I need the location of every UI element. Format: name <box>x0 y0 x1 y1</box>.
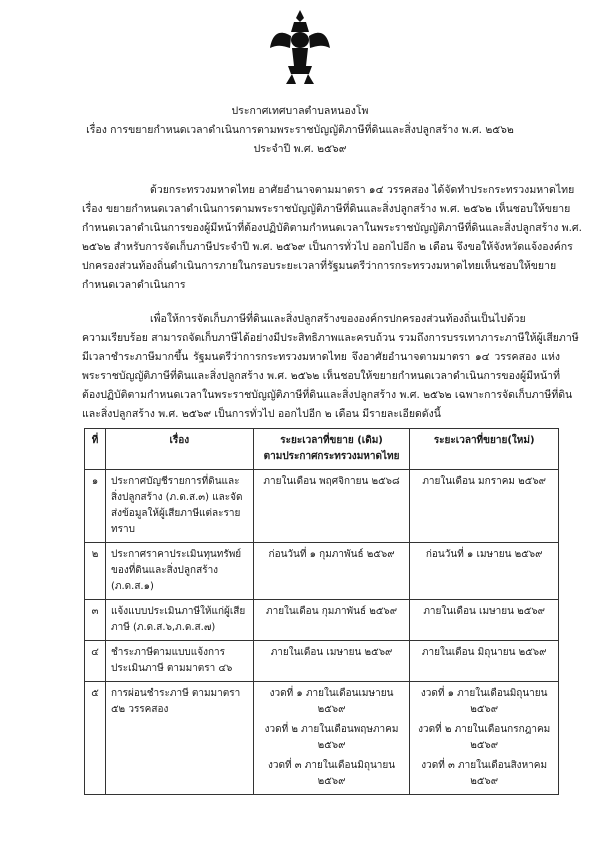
new-period-line: งวดที่ ๑ ภายในเดือนมิถุนายน ๒๕๖๙ <box>420 688 548 715</box>
paragraph-line: ความเรียบร้อย สามารถจัดเก็บภาษีได้อย่างมีประสิทธิภาพและครบถ้วน รวมถึงการบรรเทาภาระภาษีให้ผู้เสียภาษี <box>82 332 579 344</box>
header-new-period: ระยะเวลาที่ขยาย(ใหม่) <box>410 429 559 470</box>
old-period-line: ภายในเดือน พฤศจิกายน ๒๕๖๘ <box>263 476 400 487</box>
row-number: ๔ <box>85 641 106 682</box>
row-subject: แจ้งแบบประเมินภาษีให้แก่ผู้เสียภาษี (ภ.ด.ส.๖,ภ.ด.ส.๗) <box>105 600 253 641</box>
paragraph-line: ปกครองส่วนท้องถิ่นดำเนินการภายในกรอบระยะเวลาที่รัฐมนตรีว่าการกระทรวงมหาดไทยเห็นชอบให้ขยาย <box>82 260 557 272</box>
header-old-subtitle: ตามประกาศกระทรวงมหาดไทย <box>263 451 400 462</box>
table-row <box>85 600 559 641</box>
schedule-table <box>84 428 559 795</box>
row-subject: ประกาศราคาประเมินทุนทรัพย์ของที่ดินและสิ่งปลูกสร้าง (ภ.ด.ส.๑) <box>105 543 253 600</box>
row-old-period <box>253 600 410 641</box>
row-old-period <box>253 543 410 600</box>
paragraph-line: เรื่อง ขยายกำหนดเวลาดำเนินการตามพระราชบัญญัติภาษีที่ดินและสิ่งปลูกสร้าง พ.ศ. ๒๕๖๒ เห็นชอบให้ขยาย <box>82 203 571 215</box>
new-period-line: ก่อนวันที่ ๑ เมษายน ๒๕๖๙ <box>425 549 543 560</box>
table-row <box>85 641 559 682</box>
year-title: ประจำปี พ.ศ. ๒๕๖๙ <box>253 143 347 155</box>
old-period-line: ภายในเดือน เมษายน ๒๕๖๙ <box>270 647 393 658</box>
paragraph-line: กำหนดเวลาดำเนินการ <box>82 279 186 291</box>
row-subject: ประกาศบัญชีรายการที่ดินและสิ่งปลูกสร้าง (ภ.ด.ส.๓) และจัดส่งข้อมูลให้ผู้เสียภาษีแต่ละรายทราบ <box>105 470 253 543</box>
paragraph-line: ต้องปฏิบัติตามกำหนดเวลาในพระราชบัญญัติภาษีที่ดินและสิ่งปลูกสร้าง พ.ศ. ๒๕๖๒ เฉพาะการจัดเก็บภาษีที่ดิน <box>82 389 573 401</box>
old-period-line: งวดที่ ๓ ภายในเดือนมิถุนายน ๒๕๖๙ <box>267 760 396 787</box>
header-old-period <box>253 429 410 470</box>
row-new-period <box>410 600 559 641</box>
table-row <box>85 470 559 543</box>
issuer-title: ประกาศเทศบาลตำบลหนองโพ <box>231 105 369 117</box>
table-row <box>85 682 559 795</box>
row-number: ๓ <box>85 600 106 641</box>
paragraph-line: กำหนดเวลาดำเนินการของผู้มีหน้าที่ต้องปฏิบัติตามกำหนดเวลาในพระราชบัญญัติภาษีที่ดินและสิ่งปลูกสร้าง พ.ศ. <box>82 222 582 234</box>
new-period-line: งวดที่ ๒ ภายในเดือนกรกฎาคม ๒๕๖๙ <box>418 724 551 751</box>
new-period-line: ภายในเดือน เมษายน ๒๕๖๙ <box>423 606 545 617</box>
old-period-line: ก่อนวันที่ ๑ กุมภาพันธ์ ๒๕๖๙ <box>268 549 395 560</box>
header-old-title: ระยะเวลาที่ขยาย (เดิม) <box>280 435 383 446</box>
new-period-line: ภายในเดือน มิถุนายน ๒๕๖๙ <box>421 647 547 658</box>
paragraph-line: ๒๕๖๒ สำหรับการจัดเก็บภาษีประจำปี พ.ศ. ๒๕๖๙ เป็นการทั่วไป ออกไปอีก ๒ เดือน จึงขอให้จังหวัดแจ้งองค์กร <box>82 241 573 253</box>
old-period-line: งวดที่ ๒ ภายในเดือนพฤษภาคม ๒๕๖๙ <box>264 724 399 751</box>
paragraph-line: และสิ่งปลูกสร้าง พ.ศ. ๒๕๖๙ เป็นการทั่วไป ออกไปอีก ๒ เดือน มีรายละเอียดดังนี้ <box>82 408 441 420</box>
table-row <box>85 543 559 600</box>
old-period-line: ภายในเดือน กุมภาพันธ์ ๒๕๖๙ <box>265 606 398 617</box>
row-new-period <box>410 543 559 600</box>
garuda-emblem-icon <box>268 8 332 90</box>
paragraph-line: มีเวลาชำระภาษีมากขึ้น รัฐมนตรีว่าการกระทรวงมหาดไทย จึงอาศัยอำนาจตามมาตรา ๑๔ วรรคสอง แห่ง <box>82 351 560 363</box>
table-header-row <box>85 429 559 470</box>
row-subject: ชำระภาษีตามแบบแจ้งการประเมินภาษี ตามมาตรา ๔๖ <box>105 641 253 682</box>
row-old-period <box>253 641 410 682</box>
paragraph-line: ด้วยกระทรวงมหาดไทย อาศัยอำนาจตามมาตรา ๑๔ วรรคสอง ได้จัดทำประกระทรวงมหาดไทย <box>150 184 575 196</box>
row-subject: การผ่อนชำระภาษี ตามมาตรา ๕๒ วรรคสอง <box>105 682 253 795</box>
row-number: ๕ <box>85 682 106 795</box>
header-subject: เรื่อง <box>105 429 253 470</box>
new-period-line: ภายในเดือน มกราคม ๒๕๖๙ <box>422 476 546 487</box>
row-old-period <box>253 470 410 543</box>
header-no: ที่ <box>85 429 106 470</box>
row-number: ๑ <box>85 470 106 543</box>
row-number: ๒ <box>85 543 106 600</box>
subject-title: เรื่อง การขยายกำหนดเวลาดำเนินการตามพระราชบัญญัติภาษีที่ดินและสิ่งปลูกสร้าง พ.ศ. ๒๕๖๒ <box>86 124 514 136</box>
row-old-period <box>253 682 410 795</box>
row-new-period <box>410 682 559 795</box>
new-period-line: งวดที่ ๓ ภายในเดือนสิงหาคม ๒๕๖๙ <box>421 760 548 787</box>
row-new-period <box>410 641 559 682</box>
old-period-line: งวดที่ ๑ ภายในเดือนเมษายน ๒๕๖๙ <box>269 688 394 715</box>
row-new-period <box>410 470 559 543</box>
paragraph-line: เพื่อให้การจัดเก็บภาษีที่ดินและสิ่งปลูกสร้างขององค์กรปกครองส่วนท้องถิ่นเป็นไปด้วย <box>150 313 526 325</box>
paragraph-line: พระราชบัญญัติภาษีที่ดินและสิ่งปลูกสร้าง พ.ศ. ๒๕๖๒ เห็นชอบให้ขยายกำหนดเวลาดำเนินการของผู้มีหน้าที่ <box>82 370 560 382</box>
